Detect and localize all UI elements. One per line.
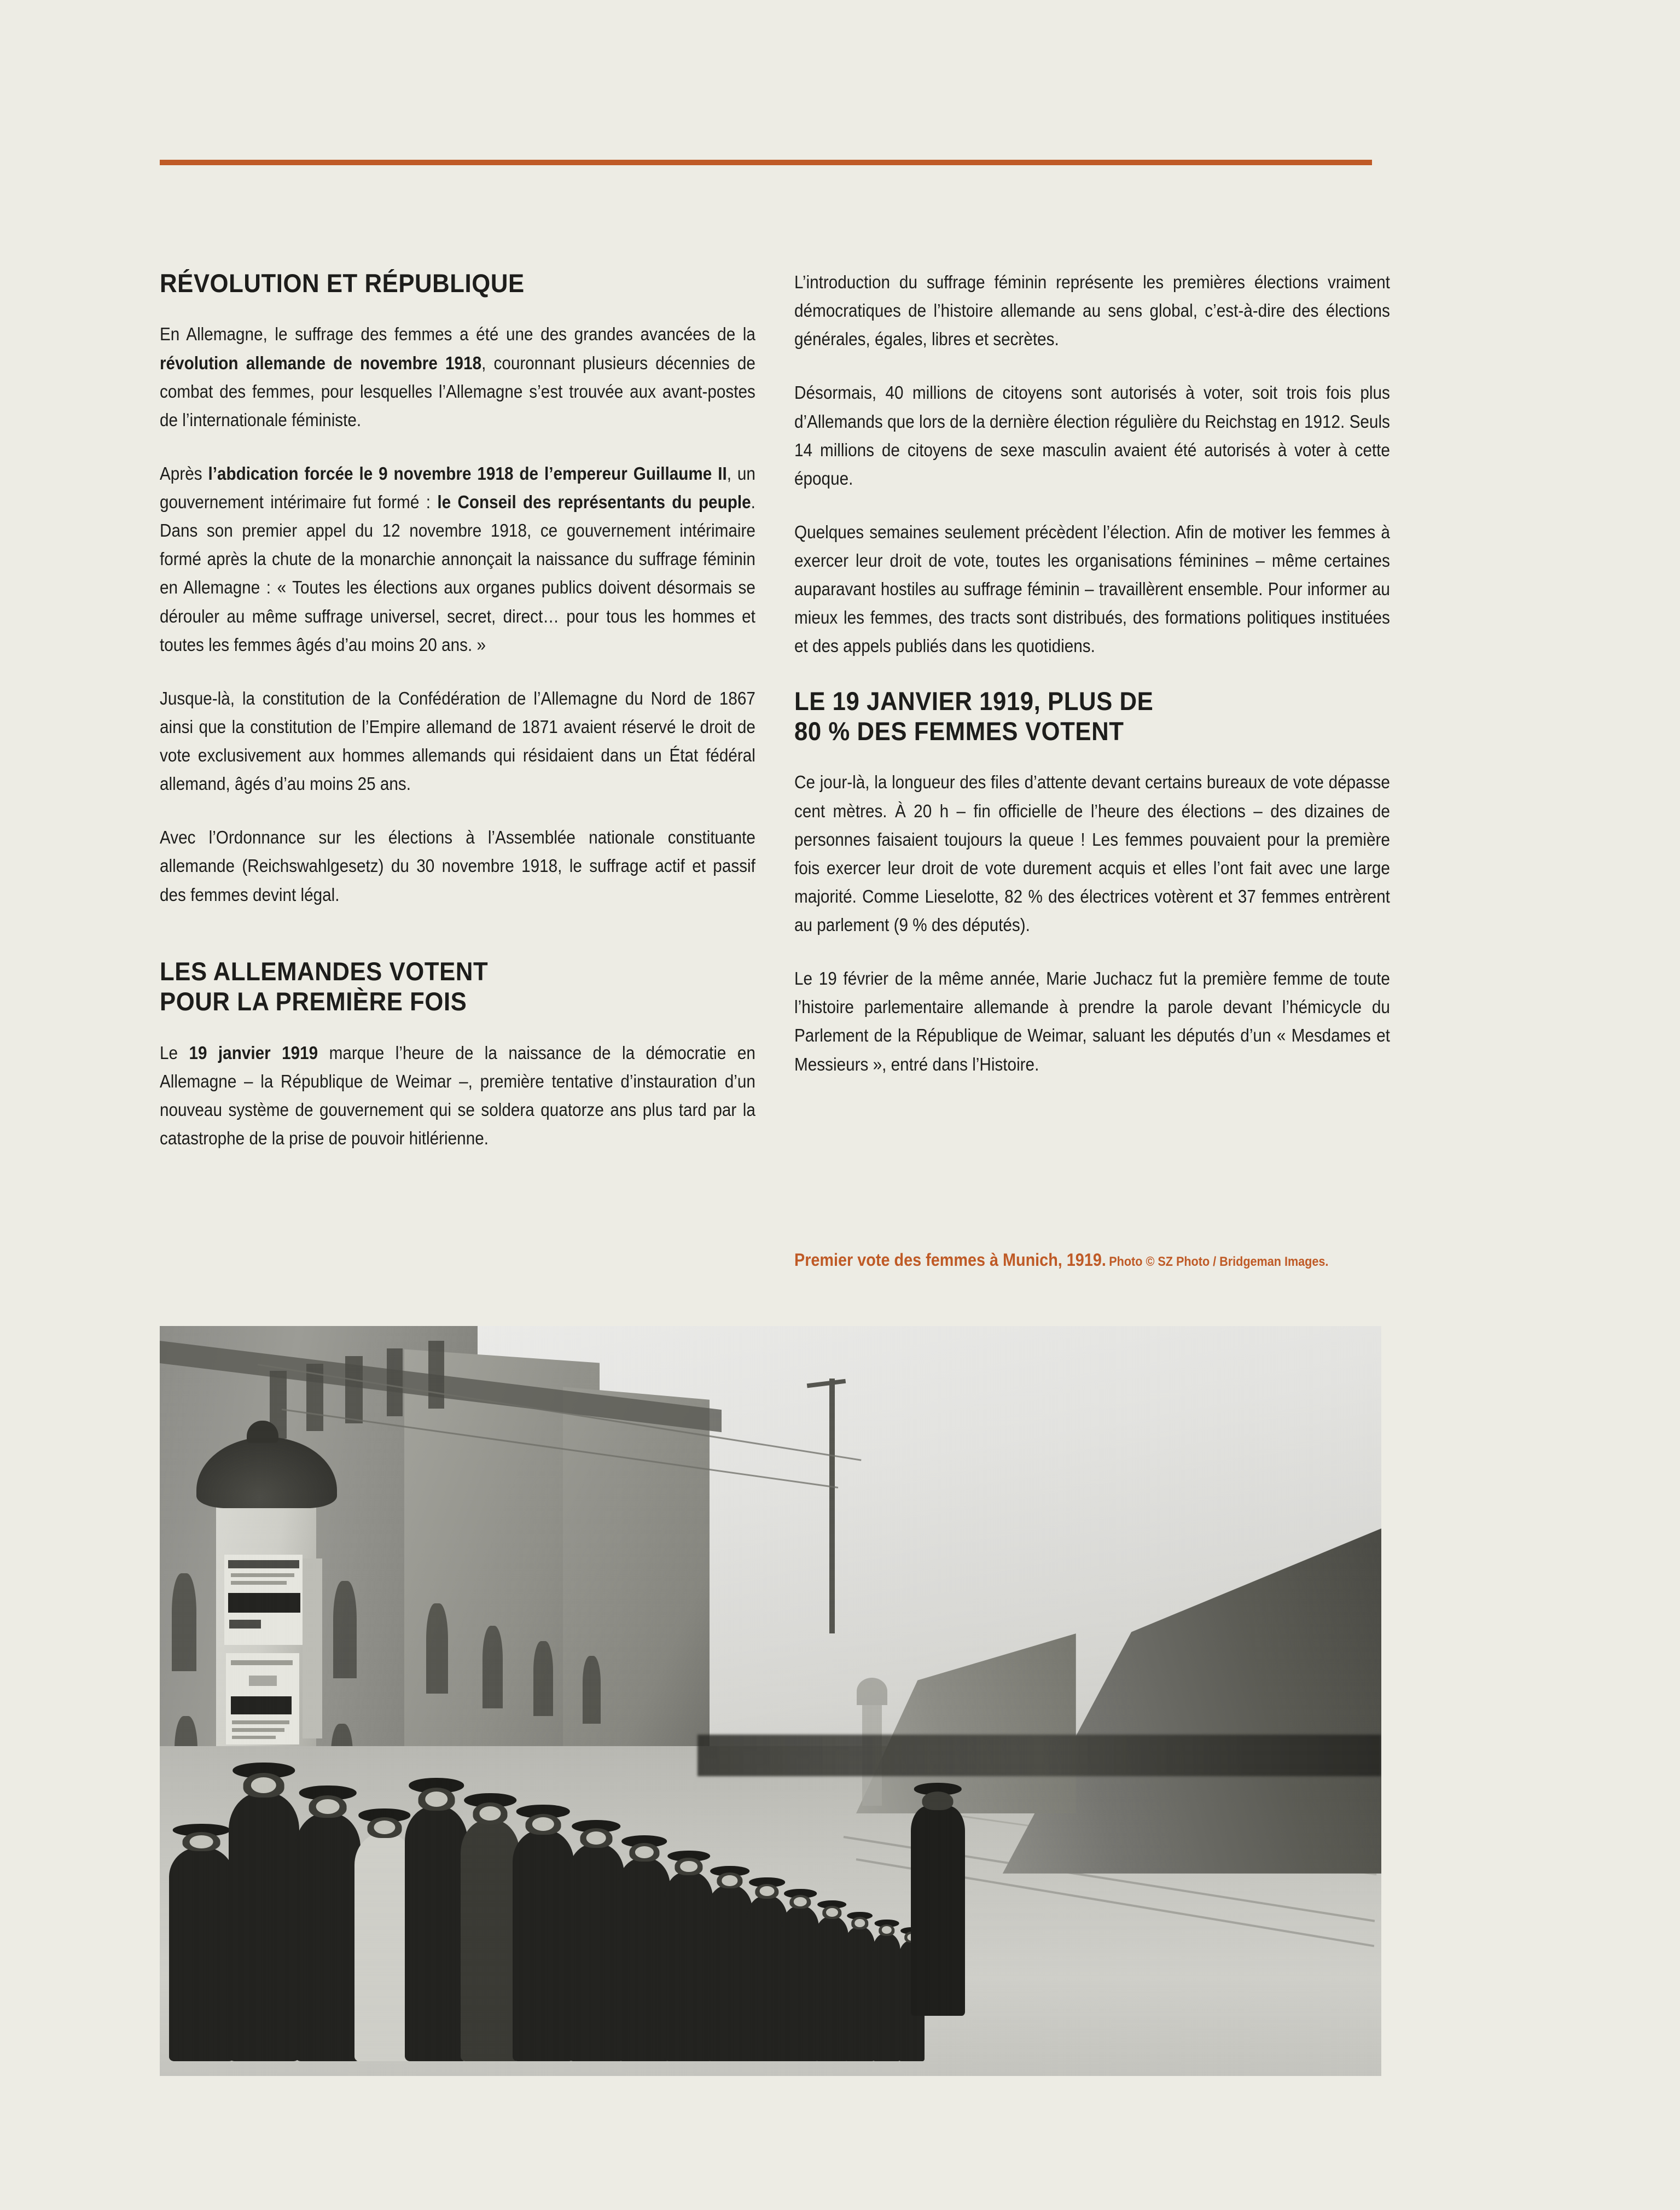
lone-man-walking	[911, 1806, 964, 2016]
person-figure	[405, 1806, 468, 2061]
arched-window	[483, 1626, 503, 1708]
face-shape	[826, 1908, 838, 1917]
poster-title-rote-radler	[228, 1593, 300, 1613]
arched-window	[387, 1348, 403, 1416]
arched-window	[428, 1341, 444, 1408]
poster-ornament	[249, 1676, 277, 1686]
person-figure	[169, 1847, 234, 2061]
paragraph-abdication	[160, 460, 755, 659]
arched-window	[333, 1581, 356, 1678]
person-figure	[461, 1819, 520, 2061]
face-shape	[251, 1777, 276, 1794]
paragraph-semaines: Quelques semaines seulement précèdent l’élection. Afin de motiver les femmes à exercer leur droit de vote, toutes les organisations féminines – même certaines auparavant hostiles au suffrage féminin – travaillèrent ensemble. Pour informer au mieux les femmes, des tracts sont distribués, des formations politiques instituées et des appels publiés dans les quotidiens.	[794, 521, 1390, 656]
paragraph-ordonnance: Avec l’Ordonnance sur les élections à l’Assemblée nationale constituante allemande (Reichswahlgesetz) du 30 novembre 1918, le suffrage actif et passif des femmes devint légal.	[160, 827, 755, 905]
paragraph-weimar-bold: 19 janvier 1919	[189, 1042, 318, 1063]
paragraph-introduction-suffrage: L’introduction du suffrage féminin représente les premières élections vraiment démocratiques de l’histoire allemande au sens global, c’est-à-dire des élections générales, égales, libres et secrètes.	[794, 272, 1390, 350]
left-text-column	[160, 268, 756, 1153]
paragraph-intro-part1: En Allemagne, le suffrage des femmes a été une des grandes avancées de la	[160, 324, 755, 345]
subheading-line-1: LES ALLEMANDES VOTENT	[160, 956, 489, 986]
paragraph-desormais: Désormais, 40 millions de citoyens sont autorisés à voter, soit trois fois plus d’Allemands que lors de la dernière élection régulière du Reichstag en 1912. Seuls 14 millions de citoyens de sexe masculin avaient été autorisés à voter à cette époque.	[794, 382, 1390, 488]
right-text-column	[794, 268, 1391, 1079]
face-shape	[680, 1861, 697, 1872]
subheading-19-janvier-line-1: LE 19 JANVIER 1919, PLUS DE	[794, 686, 1154, 716]
person-figure	[568, 1843, 624, 2061]
arched-window	[172, 1573, 196, 1671]
person-figure	[873, 1933, 900, 2061]
paragraph-weimar-part2: marque l’heure de la naissance de la démocratie en Allemagne – la République de Weimar –, première tentative d’instauration d’un nouveau système de gouvernement qui se soldera quatorze ans plus tard par la catastrophe de la prise de pouvoir hitlérienne.	[160, 1042, 755, 1148]
person-figure	[747, 1895, 788, 2061]
poster-text-line	[231, 1581, 287, 1585]
photo-caption-title: Premier vote des femmes à Munich, 1919.	[794, 1250, 1106, 1270]
person-figure	[665, 1871, 713, 2061]
paragraph-intro	[160, 320, 755, 434]
person-figure	[782, 1906, 819, 2061]
arched-window	[426, 1603, 448, 1694]
person-figure	[295, 1813, 361, 2061]
face-shape	[425, 1792, 448, 1807]
historical-photograph	[160, 1326, 1381, 2076]
street-lamp-post	[829, 1379, 835, 1633]
person-figure	[229, 1792, 299, 2061]
paragraph-abdication-bold2: le Conseil des représentants du peuple	[437, 492, 751, 513]
paragraph-abdication-part2: , un gouvernement intérimaire fut formé :	[160, 463, 755, 513]
photo-caption-credit: Photo © SZ Photo / Bridgeman Images.	[1109, 1254, 1329, 1269]
subheading-allemandes-votent	[160, 956, 714, 1017]
person-figure	[707, 1885, 752, 2061]
photograph-scene	[160, 1326, 1381, 2076]
paragraph-abdication-bold1: l’abdication forcée le 9 novembre 1918 de l’empereur Guillaume II	[208, 463, 727, 484]
face-shape	[854, 1919, 865, 1927]
paragraph-ce-jour-la: Ce jour-là, la longueur des files d’attente devant certains bureaux de vote dépasse cent mètres. À 20 h – fin officielle de l’heure des élections – des dizaines de personnes faisaient toujours la queue ! Les femmes pouvaient pour la première fois exercer leur droit de vote durement acquis et elles l’ont fait avec une large majorité. Comme Lieselotte, 82 % des électrices votèrent et 37 femmes entrèrent au parlement (9 % des députés).	[794, 772, 1390, 935]
paragraph-intro-bold: révolution allemande de novembre 1918	[160, 352, 482, 373]
paragraph-abdication-part1: Après	[160, 463, 208, 484]
paragraph-weimar	[160, 1039, 755, 1153]
person-figure	[815, 1916, 848, 2061]
poster-title-konzert	[231, 1696, 292, 1714]
arched-window	[345, 1356, 362, 1423]
person-figure	[845, 1927, 874, 2061]
paragraph-weimar-part1: Le	[160, 1042, 189, 1063]
arched-window	[533, 1641, 553, 1716]
page-title: RÉVOLUTION ET RÉPUBLIQUE	[160, 269, 525, 298]
poster-side-strip	[303, 1558, 322, 1738]
paragraph-abdication-part3: . Dans son premier appel du 12 novembre 1918, ce gouvernement intérimaire formé après la chute de la monarchie annonçait la naissance du suffrage féminin en Allemagne : « Toutes les élections aux organes publics doivent désormais se dérouler au même suffrage universel, secret, direct… pour tous les hommes et toutes les femmes âgés d’au moins 20 ans. »	[160, 492, 755, 655]
subheading-19-janvier	[794, 686, 1349, 747]
poster-text-line	[231, 1660, 293, 1665]
face-shape	[374, 1821, 395, 1834]
paragraph-juchacz: Le 19 février de la même année, Marie Juchacz fut la première femme de toute l’histoire parlementaire allemande à prendre la parole devant l’hémicycle du Parlement de la République de Weimar, saluant les députés d’un « Mesdames et Messieurs », entré dans l’Histoire.	[794, 968, 1390, 1074]
arched-window	[583, 1656, 601, 1723]
person-figure	[513, 1830, 574, 2061]
subheading-line-2: POUR LA PREMIÈRE FOIS	[160, 987, 467, 1016]
poster-phone-line	[229, 1620, 261, 1628]
subheading-19-janvier-line-2: 80 % DES FEMMES VOTENT	[794, 716, 1124, 746]
person-figure	[618, 1858, 670, 2061]
head-shape	[922, 1792, 954, 1811]
poster-text-line	[231, 1573, 294, 1577]
paragraph-constitution: Jusque-là, la constitution de la Confédération de l’Allemagne du Nord de 1867 ainsi que la constitution de l’Empire allemand de 1871 avaient réservé le droit de vote exclusivement aux hommes allemands qui résidaient dans un État fédéral allemand, âgés d’au moins 25 ans.	[160, 688, 755, 794]
face-shape	[759, 1886, 774, 1896]
photo-caption	[794, 1250, 1385, 1270]
paragraph-intro-part2: , couronnant plusieurs décennies de combat des femmes, pour lesquelles l’Allemagne s’est trouvée aux avant-postes de l’internationale féministe.	[160, 352, 755, 430]
top-accent-rule	[160, 160, 1372, 165]
face-shape	[586, 1831, 606, 1845]
face-shape	[316, 1799, 340, 1814]
poster-headline-bar	[228, 1560, 299, 1568]
